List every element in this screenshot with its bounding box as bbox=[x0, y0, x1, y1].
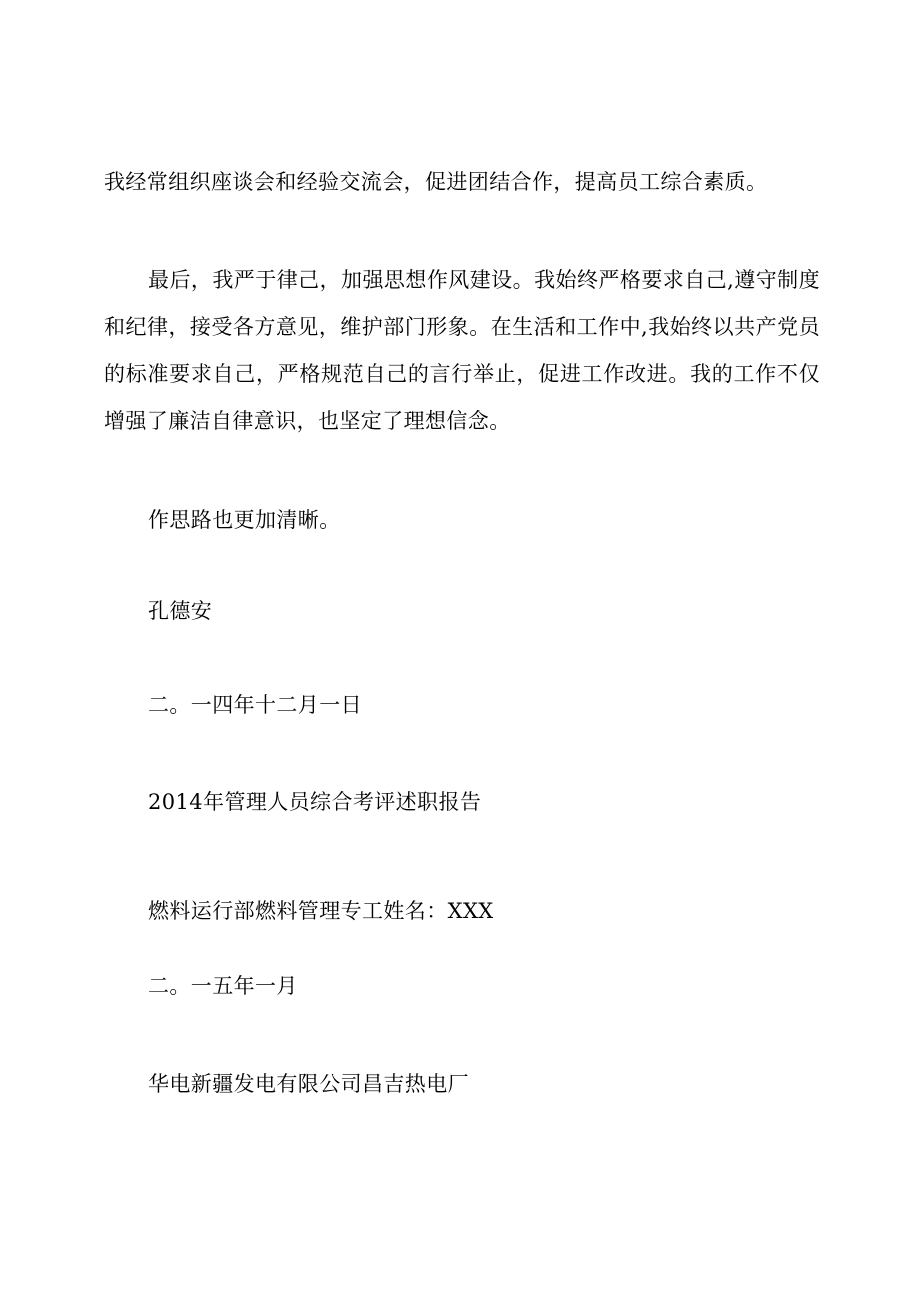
report-title: 2014年管理人员综合考评述职报告 bbox=[148, 790, 482, 814]
signature-name: 孔德安 bbox=[148, 599, 213, 623]
text-line-clear-thinking: 作思路也更加清晰。 bbox=[148, 508, 341, 532]
report-date: 二。一五年一月 bbox=[148, 974, 298, 998]
signature-date: 二。一四年十二月一日 bbox=[148, 693, 362, 717]
text-line-organize: 我经常组织座谈会和经验交流会，促进团结合作，提高员工综合素质。 bbox=[104, 170, 768, 194]
company-name: 华电新疆发电有限公司昌吉热电厂 bbox=[148, 1072, 469, 1096]
department-name-line: 燃料运行部燃料管理专工姓名：XXX bbox=[148, 899, 494, 923]
paragraph-self-discipline: 最后，我严于律己，加强思想作风建设。我始终严格要求自己,遵守制度和纪律，接受各方意见，维护部门形象。在生活和工作中,我始终以共产党员的标准要求自己，严格规范自己的言行举止，促进工作改进。我的工作不仅增强了廉洁自律意识，也坚定了理想信念。 bbox=[104, 268, 820, 433]
